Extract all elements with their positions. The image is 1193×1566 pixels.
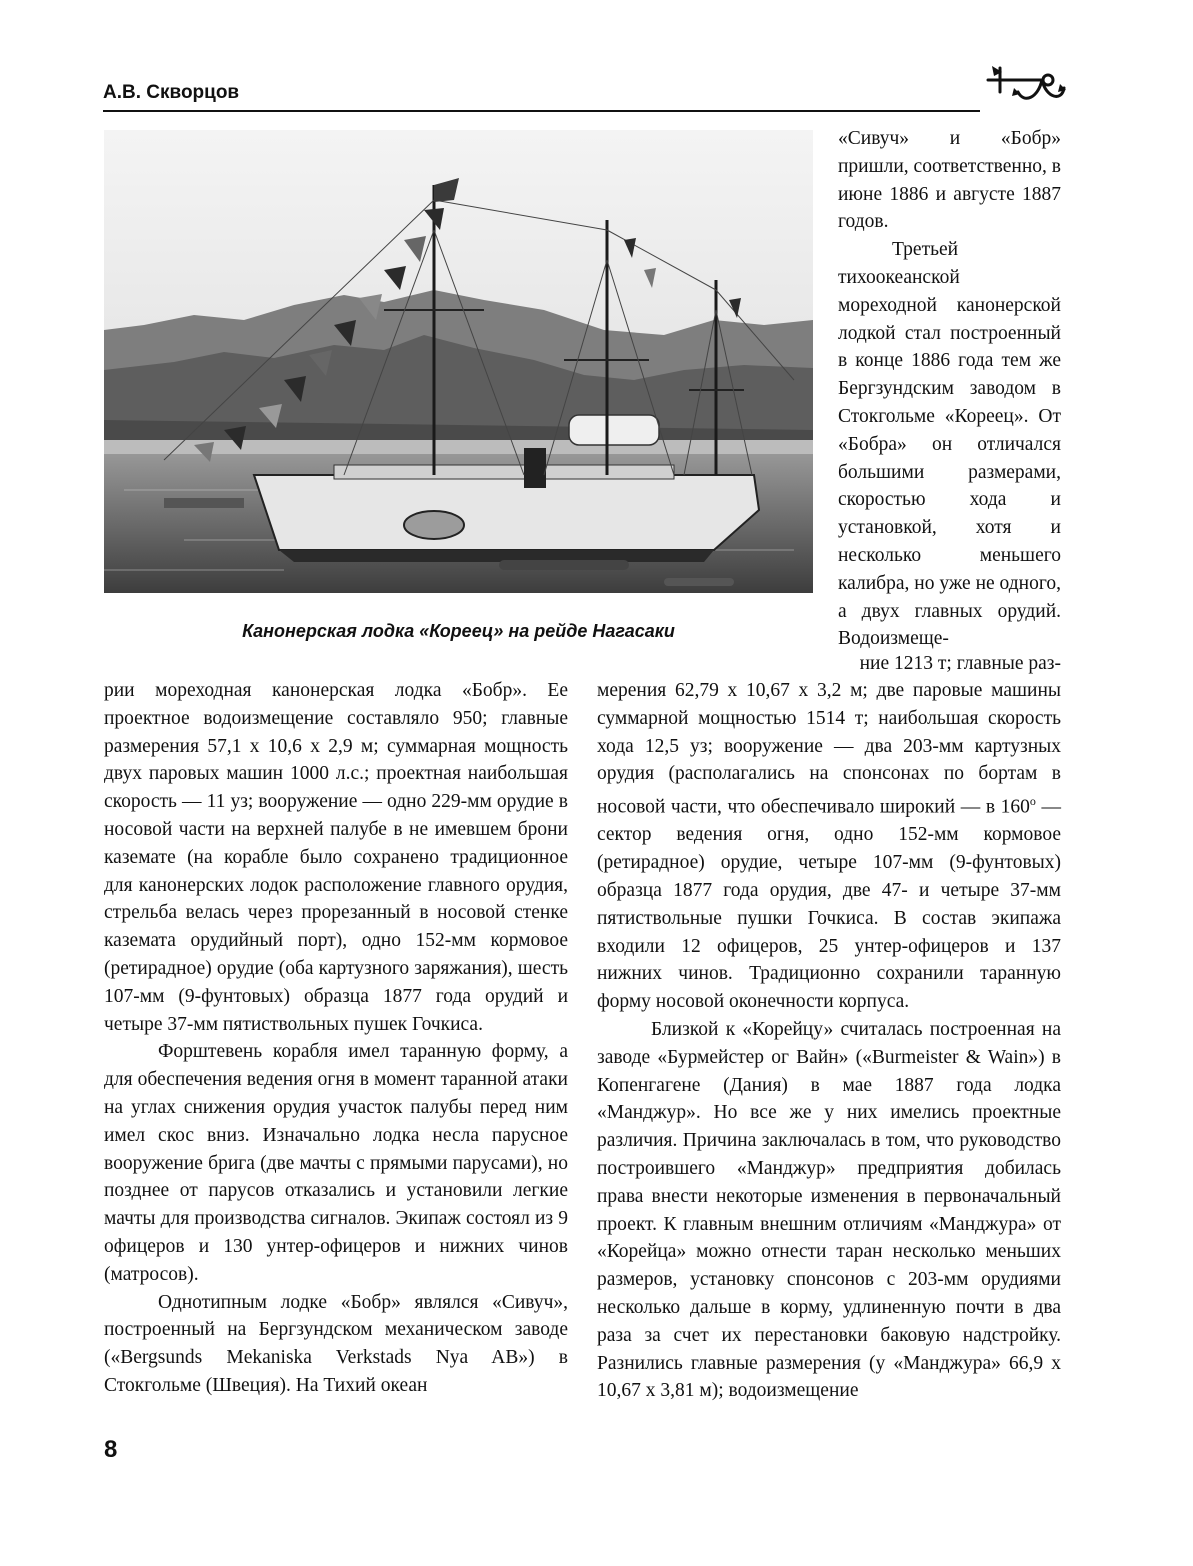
figure-caption: Канонерская лодка «Кореец» на рейде Нагасаки (242, 621, 675, 641)
column-left (104, 677, 568, 1400)
column-right (597, 677, 1061, 1405)
column-top-tail: ние 1213 т; главные раз- (859, 653, 1061, 674)
column-top-paragraph: «Сивуч» и «Бобр» пришли, соответственно, в июне 1886 и августе 1887 годов. (838, 128, 1061, 233)
column-top (838, 125, 1061, 653)
header-rule (103, 110, 980, 112)
right-paragraph (597, 677, 1061, 1016)
anchor-icon (984, 58, 1068, 114)
gunboat-photo-image (104, 130, 813, 593)
column-top-paragraph: Третьей тихоокеанской мореходной канонерской лодкой стал построенный в конце 1886 года тем же Бергзундским заводом в Стокгольме «Кореец». От «Бобра» он отличался большими размерами, скоростью хода и установкой, хотя и несколько меньшего калибра, но уже не одного, а двух главных орудий. Водоизмеще- (838, 239, 1061, 650)
left-paragraph: рии мореходная канонерская лодка «Бобр». Ее проектное водоизмещение составляло 950; главные размерения 57,1 х 10,6 х 2,9 м; суммарная мощность двух паровых машин 1000 л.с.; проектная наибольшая скорость — 11 уз; вооружение — одно 229-мм орудие в носовой части на верхней палубе в не имевшем брони каземате (на корабле было сохранено традиционное для канонерских лодок расположение главного орудия, стрельба велась через прорезанный в носовой стенке каземата орудийный порт), одно 152-мм кормовое (ретирадное) орудие (оба картузного заряжания), шесть 107-мм (9-фунтовых) образца 1877 года орудий и четыре 37-мм пятиствольных пушек Гочкиса. (104, 680, 568, 1035)
page-number: 8 (104, 1436, 118, 1463)
gunboat-photo (104, 130, 813, 593)
header-author: А.В. Скворцов (103, 82, 240, 103)
degree-sign: о (1029, 794, 1036, 809)
right-paragraph-part: мерения 62,79 х 10,67 х 3,2 м; две паровые машины суммарной мощностью 1514 т; наибольшая скорость хода 12,5 уз; вооружение — два 203-мм картузных орудия (располагались на спонсонах по бортам в носовой части, что обеспечивало широкий — в 160 (597, 680, 1061, 818)
right-paragraph: Близкой к «Корейцу» считалась построенная на заводе «Бурмейстер ог Вайн» («Burmeister & Wain») в Копенгагене (Дания) в мае 1887 года лодка «Манджур». Но все же у них имелись проектные различия. Причина заключалась в том, что руководство построившего «Манджур» предприятия добилась права внести некоторые изменения в первоначальный проект. К главным внешним отличиям «Манджура» от «Корейца» можно отнести таран несколько меньших размеров, установку спонсонов с 203-мм орудиями несколько дальше в корму, удлиненную почти в два раза за счет их перестановки баковую надстройку. Разнились главные размерения (у «Манджура» 66,9 х 10,67 х 3,81 м); водоизмещение (597, 1019, 1061, 1402)
left-paragraph: Форштевень корабля имел таранную форму, а для обеспечения ведения огня в момент таранной атаки на углах снижения орудия участок палубы перед ним имел скос вниз. Изначально лодка несла парусное вооружение брига (две мачты с прямыми парусами), но позднее от парусов отказались и установили легкие мачты для производства сигналов. Экипаж состоял из 9 офицеров и 130 унтер-офицеров и нижних чинов (матросов). (104, 1041, 568, 1285)
left-paragraph: Однотипным лодке «Бобр» являлся «Сивуч», построенный на Бергзундском механическом заводе («Bergsunds Mekaniska Verkstads Nya AB») в Стокгольме (Швеция). На Тихий океан (104, 1291, 568, 1396)
right-paragraph-part: — сектор ведения огня, одно 152-мм кормовое (ретирадное) орудие, четыре 107-мм (9-фунтовых) образца 1877 года орудия, две 47- и четыре 37-мм пятиствольные пушки Гочкиса. В состав экипажа входили 12 офицеров, 25 унтер-офицеров и 137 нижних чинов. Традиционно сохранили таранную форму носовой оконечности корпуса. (597, 796, 1061, 1013)
